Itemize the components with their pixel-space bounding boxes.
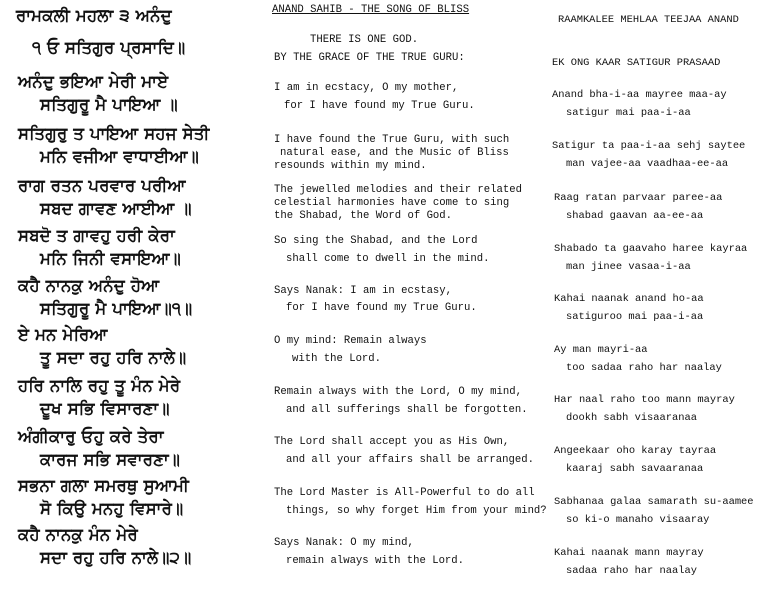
translit-line: satiguroo mai paa-i-aa <box>566 311 704 323</box>
english-line: celestial harmonies have come to sing <box>274 197 510 209</box>
english-line: and all your affairs shall be arranged. <box>286 454 534 466</box>
translit-line: satigur mai paa-i-aa <box>566 107 691 119</box>
translit-line: Angeekaar oho karay tayraa <box>554 445 717 457</box>
translit-line: Kahai naanak anand ho-aa <box>554 293 704 305</box>
gurmukhi-line: ਸਤਿਗੁਰੂ ਮੈ ਪਾਇਆ॥੧॥ <box>40 299 193 318</box>
gurmukhi-invocation: ੧ ਓ ਸਤਿਗੁਰ ਪ੍ਰਸਾਦਿ॥ <box>32 38 186 57</box>
gurmukhi-line: ਮਨਿ ਜਿਨੀ ਵਸਾਇਆ॥ <box>40 249 181 268</box>
translit-heading: RAAMKALEE MEHLAA TEEJAA ANAND <box>558 14 739 26</box>
gurmukhi-line: ਹਰਿ ਨਾਲਿ ਰਹੁ ਤੂ ਮੰਨ ਮੇਰੇ <box>18 376 181 395</box>
gurmukhi-line: ਸੋ ਕਿਉ ਮਨਹੁ ਵਿਸਾਰੇ॥ <box>40 499 184 518</box>
gurmukhi-line: ਸਭਨਾ ਗਲਾ ਸਮਰਥੁ ਸੁਆਮੀ <box>18 476 190 495</box>
gurmukhi-heading: ਰਾਮਕਲੀ ਮਹਲਾ ੩ ਅਨੰਦੁ <box>16 6 172 25</box>
english-line: the Shabad, the Word of God. <box>274 210 453 222</box>
translit-line: so ki-o manaho visaaray <box>566 514 710 526</box>
gurmukhi-line: ਦੂਖ ਸਭਿ ਵਿਸਾਰਣਾ॥ <box>40 399 170 418</box>
translit-line: too sadaa raho har naalay <box>566 362 722 374</box>
english-line: for I have found my True Guru. <box>286 302 477 314</box>
english-line: for I have found my True Guru. <box>284 100 475 112</box>
gurmukhi-line: ਸਬਦ ਗਾਵਣ ਆਈਆ ॥ <box>40 199 192 218</box>
gurmukhi-line: ਕਹੈ ਨਾਨਕੁ ਅਨੰਦੁ ਹੋਆ <box>18 276 160 295</box>
gurmukhi-line: ਕਹੈ ਨਾਨਕੁ ਮੰਨ ਮੇਰੇ <box>18 525 138 544</box>
gurmukhi-line: ਅੰਗੀਕਾਰੁ ਓਹੁ ਕਰੇ ਤੇਰਾ <box>18 427 164 446</box>
english-line: The Lord shall accept you as His Own, <box>274 436 510 448</box>
translit-line: dookh sabh visaaranaa <box>566 412 697 424</box>
english-invocation: THERE IS ONE GOD. <box>310 34 419 46</box>
translit-line: shabad gaavan aa-ee-aa <box>566 210 704 222</box>
english-line: The Lord Master is All-Powerful to do all <box>274 487 535 499</box>
translit-line: man vajee-aa vaadhaa-ee-aa <box>566 158 729 170</box>
gurmukhi-line: ਅਨੰਦੁ ਭਇਆ ਮੇਰੀ ਮਾਏ <box>18 72 169 91</box>
gurmukhi-line: ਰਾਗ ਰਤਨ ਪਰਵਾਰ ਪਰੀਆ <box>18 176 186 195</box>
translit-line: Anand bha-i-aa mayree maa-ay <box>552 89 727 101</box>
english-line: Remain always with the Lord, O my mind, <box>274 386 522 398</box>
english-line: things, so why forget Him from your mind? <box>286 505 547 517</box>
english-line: I am in ecstacy, O my mother, <box>274 82 459 94</box>
english-line: with the Lord. <box>292 353 382 365</box>
english-line: So sing the Shabad, and the Lord <box>274 235 478 247</box>
translit-line: Raag ratan parvaar paree-aa <box>554 192 723 204</box>
gurmukhi-line: ਤੂ ਸਦਾ ਰਹੁ ਹਰਿ ਨਾਲੇ॥ <box>40 348 187 367</box>
english-line: and all sufferings shall be forgotten. <box>286 404 528 416</box>
translit-line: Kahai naanak mann mayray <box>554 547 704 559</box>
translit-invocation: EK ONG KAAR SATIGUR PRASAAD <box>552 57 721 69</box>
translit-line: Satigur ta paa-i-aa sehj saytee <box>552 140 746 152</box>
english-line: remain always with the Lord. <box>286 555 465 567</box>
translit-line: Har naal raho too mann mayray <box>554 394 735 406</box>
english-invocation: BY THE GRACE OF THE TRUE GURU: <box>274 52 465 64</box>
gurmukhi-line: ਸਤਿਗੁਰੁ ਤ ਪਾਇਆ ਸਹਜ ਸੇਤੀ <box>18 124 210 143</box>
english-line: shall come to dwell in the mind. <box>286 253 490 265</box>
english-line: O my mind: Remain always <box>274 335 427 347</box>
gurmukhi-line: ਏ ਮਨ ਮੇਰਿਆ <box>18 325 108 344</box>
gurmukhi-line: ਸਤਿਗੁਰੂ ਮੈ ਪਾਇਆ ॥ <box>40 95 178 114</box>
gurmukhi-line: ਸਦਾ ਰਹੁ ਹਰਿ ਨਾਲੇ॥੨॥ <box>40 548 192 567</box>
english-title: ANAND SAHIB - THE SONG OF BLISS <box>272 4 470 16</box>
english-line: resounds within my mind. <box>274 160 427 172</box>
translit-line: Ay man mayri-aa <box>554 344 648 356</box>
english-line: I have found the True Guru, with such <box>274 134 510 146</box>
translit-line: man jinee vasaa-i-aa <box>566 261 691 273</box>
english-line: Says Nanak: I am in ecstasy, <box>274 285 453 297</box>
gurmukhi-line: ਸਬਦੋ ਤ ਗਾਵਹੁ ਹਰੀ ਕੇਰਾ <box>18 226 175 245</box>
gurmukhi-line: ਮਨਿ ਵਜੀਆ ਵਾਧਾਈਆ॥ <box>40 147 199 166</box>
english-line: natural ease, and the Music of Bliss <box>280 147 509 159</box>
gurmukhi-line: ਕਾਰਜ ਸਭਿ ਸਵਾਰਣਾ॥ <box>40 450 181 469</box>
english-line: Says Nanak: O my mind, <box>274 537 414 549</box>
translit-line: Sabhanaa galaa samarath su-aamee <box>554 496 754 508</box>
translit-line: sadaa raho har naalay <box>566 565 697 577</box>
translit-line: Shabado ta gaavaho haree kayraa <box>554 243 748 255</box>
english-line: The jewelled melodies and their related <box>274 184 522 196</box>
translit-line: kaaraj sabh savaaranaa <box>566 463 704 475</box>
